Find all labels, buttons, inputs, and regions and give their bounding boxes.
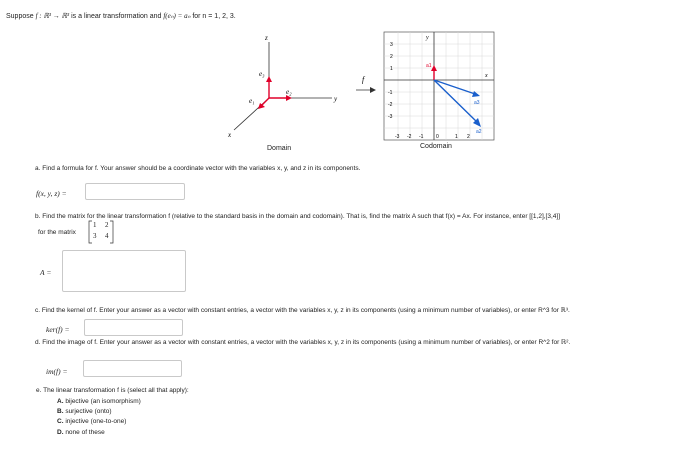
map-arrow-label: f <box>362 75 365 84</box>
codomain-x-tick: -2 <box>407 134 412 140</box>
statement-end: for n = 1, 2, 3. <box>192 13 236 20</box>
domain-y-label: y <box>334 95 338 103</box>
a2-label: a2 <box>476 129 482 135</box>
part-b-lhs: A = <box>40 268 52 277</box>
codomain-y-tick: 2 <box>390 54 393 60</box>
map-arrow <box>352 72 378 100</box>
codomain-x-tick: 1 <box>455 134 458 140</box>
option-label: injective (one-to-one) <box>65 418 127 425</box>
map-arrow-head <box>370 87 376 93</box>
part-b-example-text: for the matrix <box>38 229 76 236</box>
kernel-answer-input[interactable] <box>84 319 183 336</box>
part-c-lhs: ker(f) = <box>46 325 70 334</box>
part-d-question: d. Find the image of f. Enter your answer as a vector with constant entries, a vector with the variables x, y, z in its components (using a minimum number of variables), or enter R^2 for ℝ². <box>35 339 571 346</box>
codomain-diagram <box>382 30 497 145</box>
statement-mid: is a linear transformation and <box>71 13 162 20</box>
e1-label: e₁ <box>249 97 255 105</box>
option-letter: C. <box>57 418 64 425</box>
domain-caption: Domain <box>267 145 292 152</box>
option-letter: D. <box>57 429 64 436</box>
example-matrix <box>88 220 114 244</box>
e3-arrowhead <box>266 76 272 82</box>
option-letter: B. <box>57 408 64 415</box>
option-a[interactable] <box>57 398 141 405</box>
codomain-y-tick: 3 <box>390 42 393 48</box>
domain-diagram <box>220 30 370 145</box>
codomain-y-tick: -2 <box>388 102 393 108</box>
a3-label: a3 <box>474 100 480 106</box>
domain-z-label: z <box>265 34 268 42</box>
codomain-y-tick: -1 <box>388 90 393 96</box>
matrix-entry: 3 <box>93 232 97 240</box>
part-e-question: e. The linear transformation f is (select all that apply): <box>36 387 189 394</box>
codomain-y-tick: 1 <box>390 66 393 72</box>
rule-expression: f(eₙ) = aₙ <box>163 12 191 20</box>
e2-label: e₂ <box>286 88 292 96</box>
option-c[interactable] <box>57 418 126 425</box>
problem-statement <box>6 12 236 20</box>
part-b-question: b. Find the matrix for the linear transformation f (relative to the standard basis in the domain and codomain). That is, find the matrix A such that f(x) = Ax. For instance, enter [[1,2],[3,4]] <box>35 213 561 220</box>
option-d[interactable] <box>57 429 105 436</box>
domain-x-label: x <box>228 131 232 139</box>
option-letter: A. <box>57 398 64 405</box>
codomain-y-tick: -3 <box>388 114 393 120</box>
matrix-entry: 4 <box>105 232 109 240</box>
e3-label: e₃ <box>259 70 265 78</box>
option-label: bijective (an isomorphism) <box>65 398 141 405</box>
matrix-brackets <box>88 220 114 244</box>
option-label: none of these <box>65 429 105 436</box>
codomain-x-tick: -1 <box>419 134 424 140</box>
codomain-x-tick: 2 <box>467 134 470 140</box>
suppose-text: Suppose <box>6 13 34 20</box>
codomain-origin-label: 0 <box>436 134 439 140</box>
e1-vector <box>262 98 269 105</box>
matrix-entry: 1 <box>93 221 97 229</box>
part-a-answer-input[interactable] <box>85 183 185 200</box>
codomain-caption: Codomain <box>420 143 452 150</box>
matrix-entry: 2 <box>105 221 109 229</box>
part-d-lhs: im(f) = <box>46 367 68 376</box>
codomain-x-label: x <box>485 73 488 79</box>
matrix-answer-input[interactable] <box>62 250 186 292</box>
image-answer-input[interactable] <box>83 360 182 377</box>
codomain-y-label: y <box>426 35 429 41</box>
option-b[interactable] <box>57 408 112 415</box>
part-a-lhs: f(x, y, z) = <box>36 189 67 198</box>
part-c-question: c. Find the kernel of f. Enter your answer as a vector with constant entries, a vector with the variables x, y, z in its components (using a minimum number of variables), or enter R^3 for ℝ³. <box>35 307 570 314</box>
a1-label: a1 <box>426 63 432 69</box>
map-expression: f : ℝ³ → ℝ³ <box>35 12 70 20</box>
codomain-x-tick: -3 <box>395 134 400 140</box>
option-label: surjective (onto) <box>65 408 112 415</box>
part-a-question: a. Find a formula for f. Your answer should be a coordinate vector with the variables x, y, and z in its components. <box>35 165 361 172</box>
